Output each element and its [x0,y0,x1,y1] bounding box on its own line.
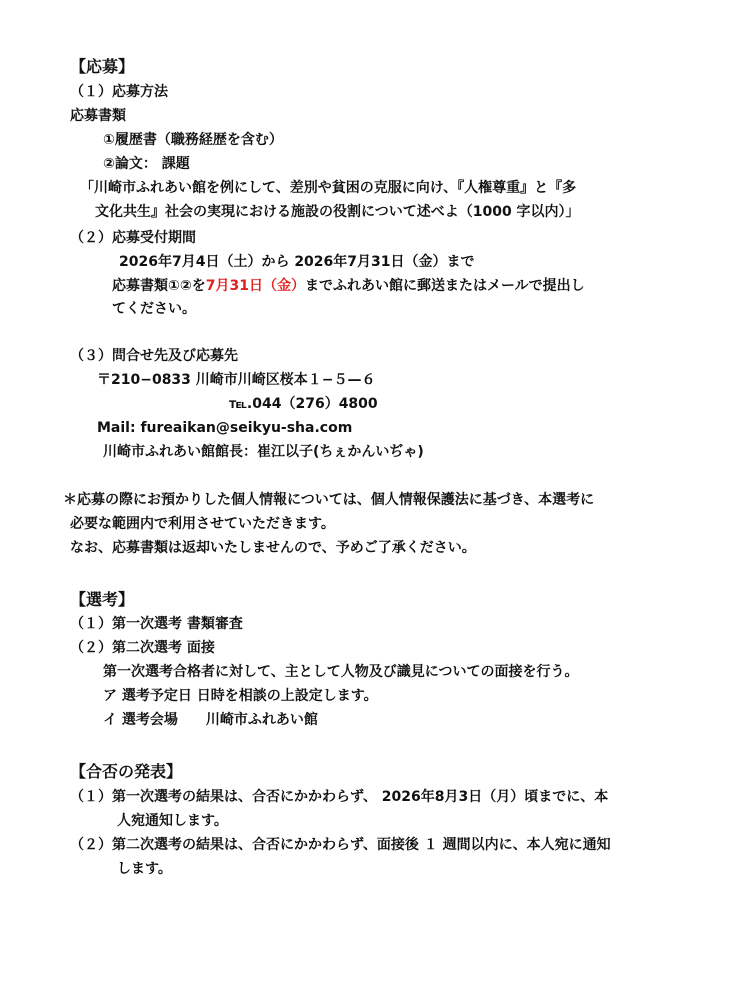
application-period-label: （２）応募受付期間 [70,230,196,246]
contact-address: 〒210−0833 川崎市川崎区桜本１−５—６ [97,372,376,388]
selection-second-description: 第一次選考合格者に対して、主として人物及び識見についての面接を行う。 [103,664,579,680]
results-first-line1: （１）第一次選考の結果は、合否にかかわらず、 2026年8月3日（月）頃までに、本 [70,789,609,805]
results-first-line2: 人宛通知します。 [117,813,228,829]
application-method-label: （１）応募方法 [70,84,168,100]
application-heading: 【応募】 [70,57,135,76]
contact-director: 川崎市ふれあい館館長：崔江以子(ちぇかんいぢゃ) [103,444,424,460]
privacy-notice-line3: なお、応募書類は返却いたしませんので、予めご了承ください。 [70,540,476,556]
selection-venue: イ 選考会場 川崎市ふれあい館 [103,712,318,728]
results-second-line2: します。 [117,861,172,877]
results-second-line1: （２）第二次選考の結果は、合否にかかわらず、面接後 １ 週間以内に、本人宛に通知 [70,837,611,853]
privacy-notice-line2: 必要な範囲内で利用させていただきます。 [70,516,335,532]
essay-topic-line1: 「川崎市ふれあい館を例にして、差別や貧困の克服に向け、『人権尊重』と『多 [80,180,577,196]
submission-prefix: 応募書類①②を [112,278,206,294]
submission-instruction-line2: てください。 [112,301,196,317]
application-period: 2026年7月4日（土）から 2026年7月31日（金）まで [119,254,475,270]
submission-instruction [112,276,585,296]
essay-topic-line2: 文化共生』社会の実現における施設の役割について述べよ（1000 字以内）」 [95,204,580,220]
submission-suffix: までふれあい館に郵送またはメールで提出し [304,278,585,294]
document-item-resume: ①履歴書（職務経歴を含む） [103,132,283,148]
contact-tel: ℡.044（276）4800 [229,396,378,412]
documents-label: 応募書類 [70,108,126,124]
selection-schedule: ア 選考予定日 日時を相談の上設定します。 [103,688,378,704]
selection-first-stage: （１）第一次選考 書類審査 [70,616,243,632]
contact-label: （３）問合せ先及び応募先 [70,348,238,364]
results-heading: 【合否の発表】 [70,762,183,781]
privacy-notice-line1: ＊応募の際にお預かりした個人情報については、個人情報保護法に基づき、本選考に [63,492,595,508]
document-item-essay: ②論文： 課題 [103,156,190,172]
selection-second-stage: （２）第二次選考 面接 [70,640,215,656]
selection-heading: 【選考】 [70,590,135,609]
contact-mail[interactable]: Mail: fureaikan@seikyu-sha.com [97,420,353,436]
submission-deadline: 7月31日（金） [205,278,305,294]
